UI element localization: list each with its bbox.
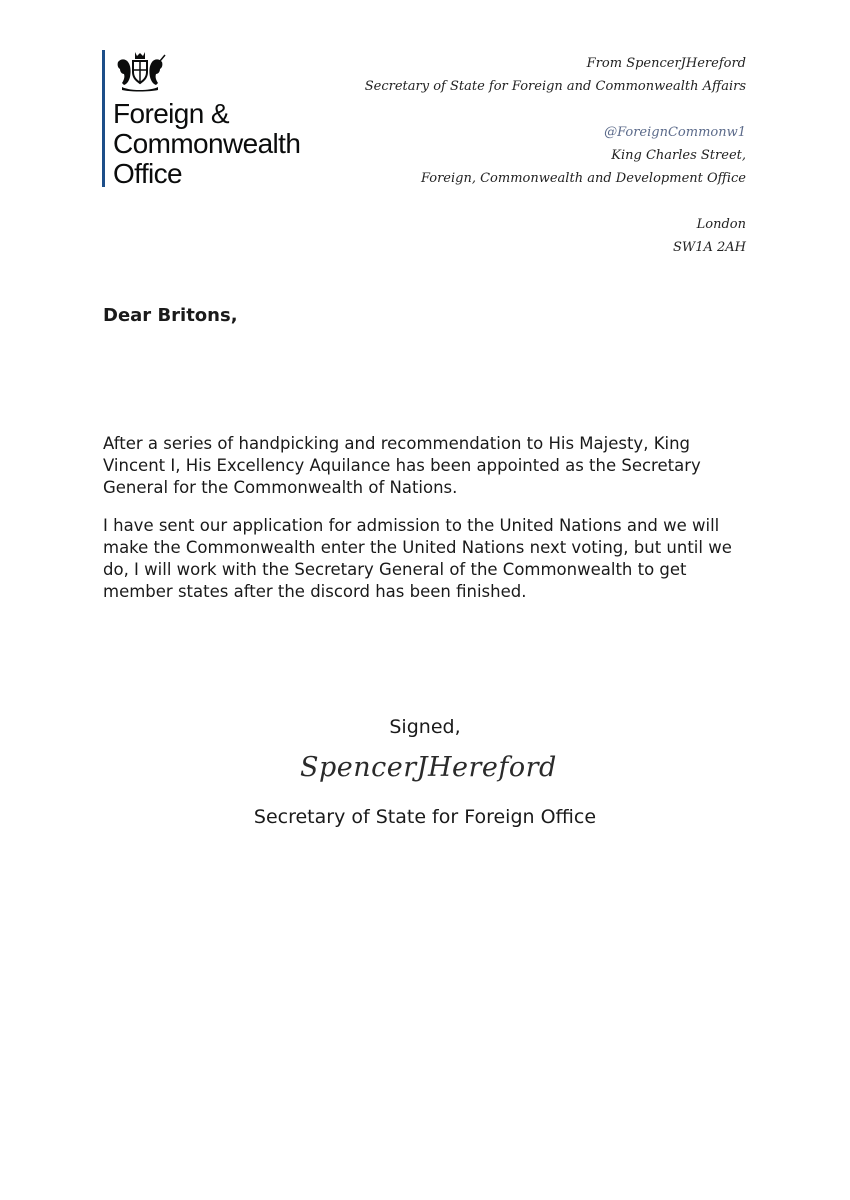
- letter-paragraph: I have sent our application for admission to the United Nations and we will make the Commonwealth enter the United Nations next voting, but until we do, I will work with the Secretary General of the Commonwealth to get member states after the discord has been finished.: [103, 516, 732, 601]
- handwritten-signature: SpencerJHereford: [300, 752, 557, 783]
- letter-salutation: Dear Britons,: [103, 305, 238, 326]
- sender-office: Foreign, Commonwealth and Development Office: [420, 171, 746, 186]
- logo-line-2: Commonwealth: [113, 128, 301, 159]
- sender-street: King Charles Street,: [611, 148, 746, 163]
- logo-wordmark: [113, 99, 300, 189]
- sender-title: Secretary of State for Foreign and Commonwealth Affairs: [364, 79, 746, 94]
- signer-title: Secretary of State for Foreign Office: [253, 806, 597, 828]
- logo-accent-bar: [102, 50, 105, 187]
- signed-label: Signed,: [389, 716, 461, 738]
- letter-body: [103, 433, 743, 619]
- logo-line-1: Foreign &: [113, 98, 229, 129]
- letter-paragraph: After a series of handpicking and recommendation to His Majesty, King Vincent I, His Excellency Aquilance has been appointed as the Secretary General for the Commonwealth of Nations.: [103, 434, 701, 497]
- sender-from: From SpencerJHereford: [586, 56, 746, 71]
- sender-city: London: [696, 217, 746, 232]
- sender-postcode: SW1A 2AH: [672, 240, 746, 255]
- royal-coat-of-arms-icon: [114, 50, 166, 92]
- fco-logo: [102, 50, 362, 188]
- sender-address-block: [326, 52, 746, 259]
- logo-line-3: Office: [113, 158, 183, 189]
- sender-handle: @ForeignCommonw1: [604, 125, 746, 140]
